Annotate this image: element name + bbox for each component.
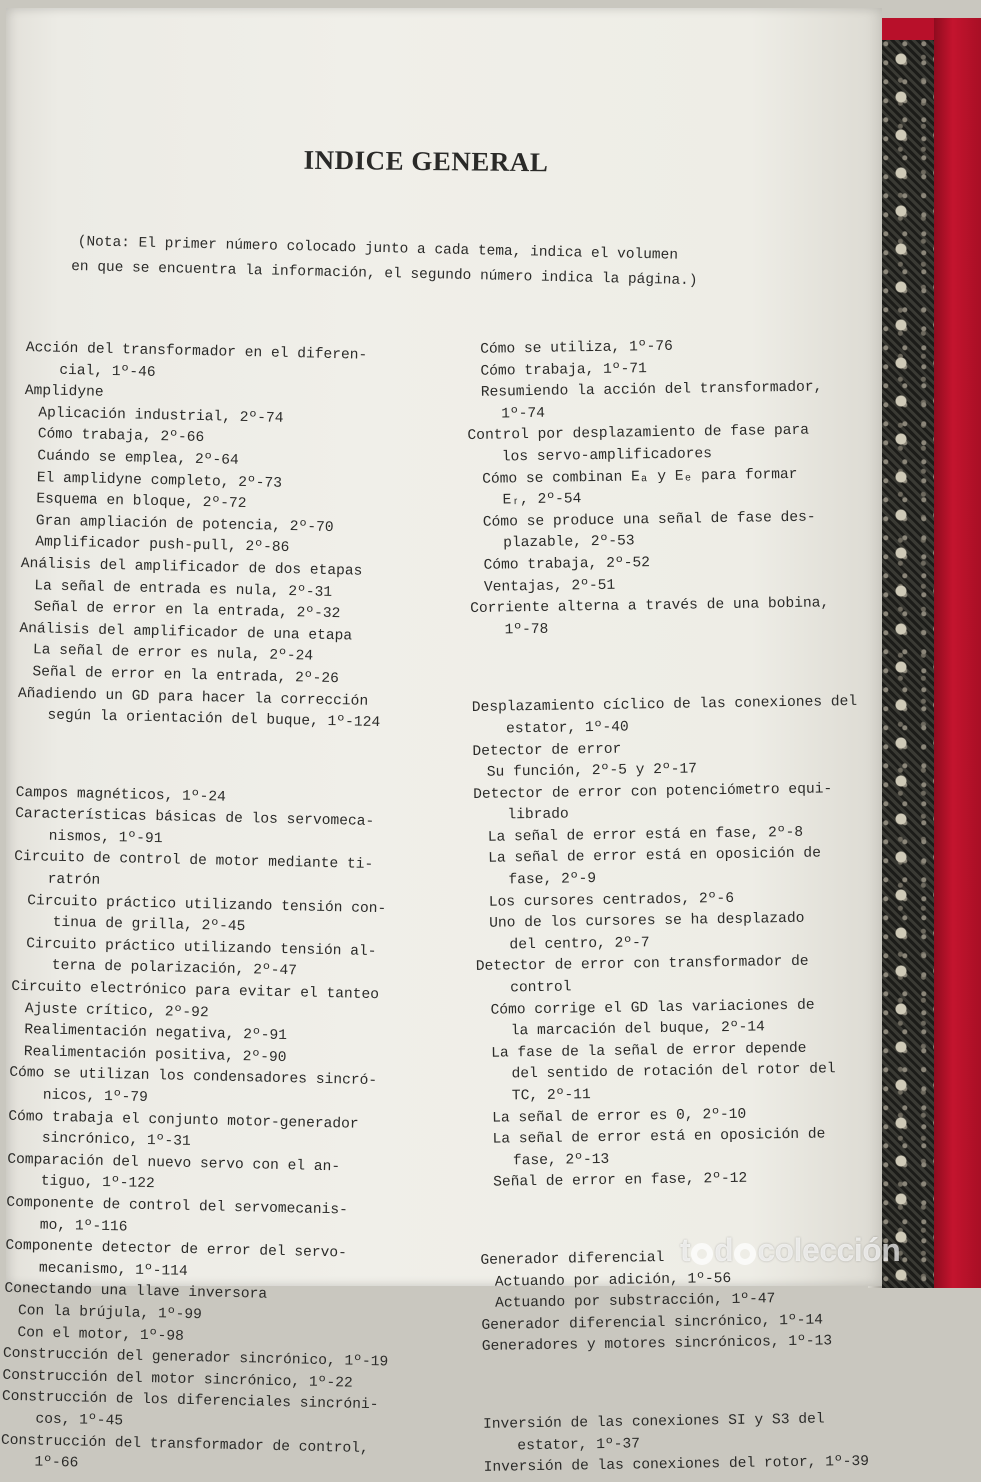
index-entry: La señal de error está en oposición de: [488, 845, 822, 868]
watermark-text: d: [714, 1232, 734, 1268]
index-entry: Desplazamiento cíclico de las conexiones del: [471, 694, 858, 717]
index-entry: estator, 1º-37: [517, 1435, 641, 1454]
index-entry: El amplidyne completo, 2º-73: [36, 469, 283, 492]
index-entry: fase, 2º-9: [508, 871, 597, 889]
index-entry: Generador diferencial sincrónico, 1º-14: [481, 1312, 824, 1334]
index-entry: Con la brújula, 1º-99: [17, 1303, 202, 1324]
index-entry: La señal de entrada es nula, 2º-31: [34, 577, 333, 601]
watermark-o: [734, 1243, 756, 1265]
index-entry: Inversión de las conexiones del rotor, 1º-39: [483, 1453, 870, 1476]
index-entry: tiguo, 1º-122: [40, 1173, 155, 1193]
index-entry: Aplicación industrial, 2º-74: [38, 405, 284, 427]
index-entry: Con el motor, 1º-98: [17, 1324, 184, 1345]
index-entry: Construcción del transformador de control,: [0, 1432, 369, 1457]
index-entry: sincrónico, 1º-31: [41, 1130, 191, 1151]
index-entry: Ajuste crítico, 2º-92: [24, 1000, 209, 1021]
index-entry: Actuando por substracción, 1º-47: [495, 1291, 776, 1312]
index-entry: Realimentación negativa, 2º-91: [24, 1022, 288, 1045]
index-entry: Señal de error en la entrada, 2º-26: [32, 664, 340, 688]
index-page: [0, 8, 882, 1476]
index-entry: control: [510, 979, 572, 997]
index-entry: mecanismo, 1º-114: [38, 1260, 188, 1280]
index-entry: Amplidyne: [24, 383, 104, 401]
index-entry: 1º-74: [501, 405, 546, 423]
index-entry: Campos magnéticos, 1º-24: [15, 784, 226, 806]
index-entry: terna de polarización, 2º-47: [51, 958, 298, 980]
index-entry: Añadiendo un GD para hacer la corrección: [17, 685, 369, 710]
index-entry: Inversión de las conexiones SI y S3 del: [482, 1411, 825, 1433]
section-gap: [471, 637, 832, 699]
index-entry: Los cursores centrados, 2º-6: [488, 890, 735, 911]
index-entry: La señal de error está en fase, 2º-8: [487, 824, 804, 846]
index-entry: Su función, 2º-5 y 2º-17: [486, 761, 698, 781]
watermark-o: [691, 1243, 713, 1265]
index-entry: tinua de grilla, 2º-45: [52, 915, 246, 936]
index-entry: Componente de control del servomecanis-: [6, 1194, 349, 1219]
index-entry: La señal de error es nula, 2º-24: [32, 642, 314, 665]
index-entry: Circuito práctico utilizando tensión con-: [27, 892, 387, 917]
red-cover-edge: [934, 18, 981, 1288]
index-entry: 1º-66: [34, 1454, 79, 1472]
index-entry: Eᵣ, 2º-54: [502, 491, 582, 509]
index-entry: Construcción del motor sincrónico, 1º-22: [2, 1367, 353, 1392]
watermark-text: colección: [757, 1232, 901, 1268]
index-entry: Circuito práctico utilizando tensión al-: [26, 936, 377, 960]
index-entry: Generador diferencial: [480, 1249, 665, 1269]
index-entry: cos, 1º-45: [35, 1411, 124, 1430]
index-entry: Componente detector de error del servo-: [5, 1237, 348, 1262]
index-entry: plazable, 2º-53: [503, 533, 635, 552]
index-entry: Cómo se combinan Eₐ y Eₑ para formar: [482, 466, 798, 488]
index-entry: Señal de error en fase, 2º-12: [493, 1171, 748, 1192]
right-index-column: [466, 334, 870, 1479]
index-entry: La señal de error es 0, 2º-10: [492, 1106, 747, 1127]
index-entry: la marcación del buque, 2º-14: [510, 1019, 765, 1040]
index-entry: Cómo corrige el GD las variaciones de: [490, 997, 815, 1019]
index-entry: Cómo trabaja el conjunto motor-generador: [8, 1108, 359, 1133]
index-entry: Análisis del amplificador de dos etapas: [20, 555, 363, 580]
index-entry: nismos, 1º-91: [48, 828, 163, 848]
index-entry: Cómo trabaja, 1º-71: [480, 360, 648, 380]
index-entry: Corriente alterna a través de una bobina,: [470, 595, 830, 618]
index-entry: Acción del transformador en el diferen-: [25, 339, 368, 364]
index-entry: Cómo se utiliza, 1º-76: [480, 338, 673, 358]
index-entry: Amplificador push-pull, 2º-86: [35, 534, 290, 557]
left-index-column: [0, 338, 426, 1482]
index-entry: Control por desplazamiento de fase para: [467, 422, 810, 445]
index-entry: Actuando por adición, 1º-56: [494, 1270, 732, 1291]
index-entry: Realimentación positiva, 2º-90: [23, 1043, 287, 1066]
index-entry: Uno de los cursores se ha desplazado: [489, 911, 805, 932]
index-entry: Cómo se produce una señal de fase des-: [482, 509, 816, 531]
note-line: (Nota: El primer número colocado junto a cada tema, indica el volumen: [77, 234, 679, 264]
section-gap: [482, 1353, 843, 1415]
index-entry: Ventajas, 2º-51: [483, 577, 616, 596]
index-entry: los servo-amplificadores: [501, 446, 713, 466]
index-entry: Conectando una llave inversora: [4, 1281, 268, 1304]
index-entry: Señal de error en la entrada, 2º-32: [33, 599, 341, 623]
note-line: en que se encuentra la información, el segundo número indica la página.): [70, 258, 698, 290]
index-entry: del sentido de rotación del rotor del: [511, 1061, 836, 1083]
index-entry: 1º-78: [504, 621, 549, 639]
index-entry: fase, 2º-13: [512, 1151, 610, 1170]
index-entry: La fase de la señal de error depende: [491, 1040, 807, 1062]
index-entry: Análisis del amplificador de una etapa: [19, 620, 353, 645]
index-entry: Circuito de control de motor mediante ti-: [14, 849, 374, 874]
index-entry: Cómo trabaja, 2º-66: [37, 426, 205, 447]
watermark-logo: [680, 1232, 970, 1276]
index-entry: Cómo se utilizan los condensadores sincró-: [9, 1065, 378, 1090]
index-note: [71, 230, 762, 296]
index-entry: Construcción de los diferenciales sincróni-: [1, 1389, 379, 1414]
index-entry: Características básicas de los servomeca-: [15, 806, 375, 831]
index-entry: Generadores y motores sincrónicos, 1º-13: [481, 1333, 833, 1356]
index-entry: Cómo trabaja, 2º-52: [483, 555, 651, 574]
index-entry: La señal de error está en oposición de: [492, 1126, 826, 1148]
index-entry: estator, 1º-40: [505, 719, 629, 738]
index-entry: nicos, 1º-79: [42, 1087, 149, 1106]
index-entry: Detector de error con potenciómetro equi-: [473, 780, 833, 803]
marbled-endpaper: [882, 40, 934, 1288]
index-entry: del centro, 2º-7: [509, 935, 650, 954]
index-entry: Comparación del nuevo servo con el an-: [7, 1151, 341, 1176]
page-title: INDICE GENERAL: [303, 144, 549, 178]
index-entry: librado: [507, 806, 569, 824]
index-entry: Construcción del generador sincrónico, 1º-19: [2, 1345, 389, 1371]
section-gap: [16, 727, 417, 792]
index-entry: Gran ampliación de potencia, 2º-70: [35, 513, 334, 536]
index-entry: ratrón: [47, 871, 101, 889]
index-entry: mo, 1º-116: [39, 1217, 128, 1236]
watermark-text: t: [680, 1232, 691, 1268]
index-entry: cial, 1º-46: [59, 362, 156, 381]
index-entry: Resumiendo la acción del transformador,: [480, 379, 823, 401]
index-entry: Circuito electrónico para evitar el tanteo: [11, 978, 380, 1004]
index-entry: Cuándo se emplea, 2º-64: [37, 448, 239, 469]
index-entry: TC, 2º-11: [511, 1087, 591, 1105]
index-entry: Detector de error: [472, 741, 622, 760]
index-entry: Detector de error con transformador de: [475, 954, 809, 976]
index-entry: según la orientación del buque, 1º-124: [47, 707, 381, 732]
index-entry: Esquema en bloque, 2º-72: [36, 491, 247, 513]
